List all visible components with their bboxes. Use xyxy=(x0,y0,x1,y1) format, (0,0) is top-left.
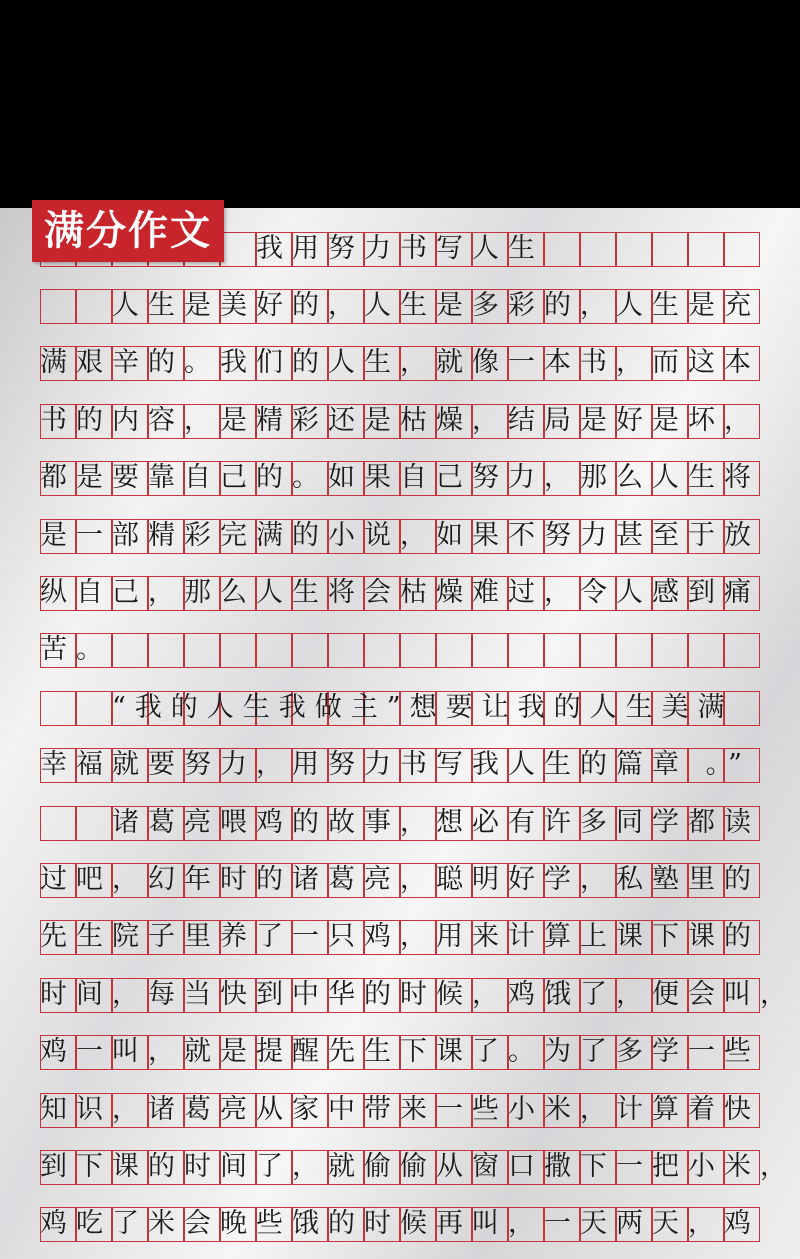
essay-line-14-text: 鸡一叫，就是提醒先生下课了。为了多学一些 xyxy=(40,1036,760,1067)
grid-cell xyxy=(256,633,292,668)
grid-cell xyxy=(76,691,112,726)
grid-cell xyxy=(292,633,328,668)
grid-cell xyxy=(652,633,688,668)
essay-title-row-text: 我用努力书写人生 xyxy=(256,233,544,264)
essay-line-10-text: 诸葛亮喂鸡的故事，想必有许多同学都读 xyxy=(112,807,760,838)
grid-cell xyxy=(544,232,580,267)
essay-line-7-text: 苦。 xyxy=(40,634,112,665)
grid-cell xyxy=(184,633,220,668)
top-black-band xyxy=(0,0,800,208)
essay-line-15-text: 知识，诸葛亮从家中带来一些小米，计算着快 xyxy=(40,1094,760,1125)
essay-line-3-text: 书的内容，是精彩还是枯燥，结局是好是坏， xyxy=(40,405,760,436)
grid-cell xyxy=(328,633,364,668)
grid-cell xyxy=(652,232,688,267)
essay-line-9-text: 幸福就要努力，用努力书写我人生的篇章 。” xyxy=(40,749,751,780)
grid-cell xyxy=(508,633,544,668)
grid-cell xyxy=(436,633,472,668)
essay-line-16-text: 到下课的时间了，就偷偷从窗口撒下一把小米， xyxy=(40,1151,796,1182)
grid-cell xyxy=(40,691,76,726)
essay-line-2-text: 满艰辛的。我们的人生，就像一本书，而这本 xyxy=(40,347,760,378)
grid-cell xyxy=(688,232,724,267)
grid-cell xyxy=(616,232,652,267)
grid-cell xyxy=(364,633,400,668)
grid-cell xyxy=(40,806,76,841)
grid-cell xyxy=(76,806,112,841)
essay-line-17-text: 鸡吃了米会晚些饿的时候再叫，一天两天，鸡 xyxy=(40,1208,760,1239)
grid-cell xyxy=(580,232,616,267)
grid-cell xyxy=(40,289,76,324)
grid-cell xyxy=(544,633,580,668)
essay-line-6-text: 纵自己，那么人生将会枯燥难过，令人感到痛 xyxy=(40,577,760,608)
grid-cell xyxy=(688,633,724,668)
grid-cell xyxy=(724,232,760,267)
essay-line-8-text: “我的人生我做主”想要让我的人生美满 xyxy=(112,692,734,723)
grid-cell xyxy=(616,633,652,668)
grid-cell xyxy=(400,633,436,668)
grid-cell xyxy=(220,633,256,668)
essay-line-13-text: 时间，每当快到中华的时候，鸡饿了，便会叫， xyxy=(40,979,796,1010)
grid-cell xyxy=(724,633,760,668)
essay-line-4-text: 都是要靠自己的。如果自己努力，那么人生将 xyxy=(40,462,760,493)
grid-cell xyxy=(76,289,112,324)
essay-line-1-text: 人生是美好的，人生是多彩的，人生是充 xyxy=(112,290,760,321)
grid-cell xyxy=(580,633,616,668)
essay-line-12-text: 先生院子里养了一只鸡，用来计算上课下课的 xyxy=(40,921,760,952)
essay-line-5-text: 是一部精彩完满的小说，如果不努力甚至于放 xyxy=(40,520,760,551)
grid-cell xyxy=(112,633,148,668)
full-score-essay-badge: 满分作文 xyxy=(32,200,224,262)
grid-cell xyxy=(148,633,184,668)
grid-cell xyxy=(472,633,508,668)
essay-line-11-text: 过吧，幻年时的诸葛亮，聪明好学，私塾里的 xyxy=(40,864,760,895)
grid-cell xyxy=(220,232,256,267)
